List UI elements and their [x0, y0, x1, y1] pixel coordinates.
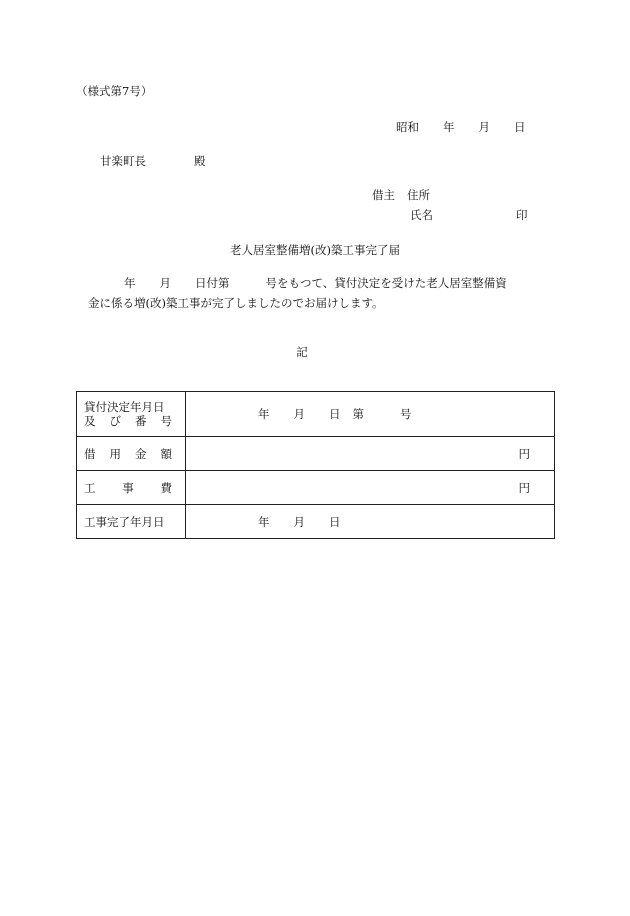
- label-char: 号: [160, 414, 172, 428]
- construction-cost-label: [77, 471, 186, 505]
- loan-amount-value[interactable]: [186, 437, 555, 471]
- table-row: [77, 392, 555, 437]
- table-row: [77, 437, 555, 471]
- body-line-2: 金に係る増(改)築工事が完了しましたのでお届けします。: [88, 296, 384, 310]
- borrower-name-line: [410, 208, 526, 222]
- label-char: 工: [84, 480, 96, 495]
- addressee-honorific: 殿: [194, 154, 206, 168]
- date-year-label: 年: [443, 120, 455, 134]
- details-table: [76, 391, 555, 539]
- label-char: 用: [109, 446, 121, 461]
- body-day-ref: 日付第: [195, 276, 230, 290]
- label-char: 額: [160, 446, 172, 461]
- value-no-prefix: 第: [352, 407, 364, 421]
- body-line1-rest: 号をもつて、貸付決定を受けた老人居室整備資: [265, 276, 507, 290]
- borrower-seal-label: 印: [516, 208, 528, 222]
- loan-decision-date: [258, 407, 412, 421]
- value-year: 年: [258, 514, 270, 529]
- form-number: （様式第7号）: [76, 84, 153, 98]
- completion-date-value[interactable]: [186, 505, 555, 539]
- date-era: 昭和: [396, 120, 419, 134]
- loan-amount-label-chars: [84, 447, 172, 461]
- submission-date: [396, 120, 526, 134]
- body-month: 月: [159, 276, 171, 290]
- construction-cost-label-chars: [84, 481, 172, 495]
- loan-decision-label: [77, 392, 186, 437]
- label-char: 借: [84, 446, 96, 461]
- loan-amount-label: [77, 437, 186, 471]
- body-year: 年: [124, 276, 136, 290]
- completion-date: [258, 515, 341, 529]
- label-char: 事: [122, 480, 134, 495]
- date-month-label: 月: [478, 120, 490, 134]
- value-year: 年: [258, 407, 270, 421]
- borrower-name-label: 氏名: [410, 208, 433, 222]
- loan-decision-value[interactable]: [186, 392, 555, 437]
- label-char: 及: [84, 414, 96, 428]
- borrower-address-label: 住所: [407, 188, 430, 202]
- loan-amount-unit: 円: [518, 446, 530, 461]
- date-day-label: 日: [514, 120, 526, 134]
- addressee: [100, 154, 206, 168]
- addressee-title: 甘楽町長: [100, 154, 146, 168]
- construction-cost-value[interactable]: [186, 471, 555, 505]
- label-char: 費: [160, 480, 172, 495]
- label-char: び: [109, 414, 121, 428]
- completion-date-label: 工事完了年月日: [77, 505, 186, 539]
- loan-decision-label-line1: 貸付決定年月日: [84, 400, 165, 414]
- record-heading: 記: [296, 345, 308, 359]
- label-char: 番: [135, 414, 147, 428]
- document-title: 老人居室整備増(改)築工事完了届: [230, 243, 400, 257]
- value-no-suffix: 号: [400, 407, 412, 421]
- value-day: 日: [329, 514, 341, 529]
- value-month: 月: [293, 407, 305, 421]
- table-row: [77, 471, 555, 505]
- table-row: [77, 505, 555, 539]
- borrower-label: 借主: [372, 188, 395, 202]
- body-line-1: [124, 276, 507, 290]
- loan-decision-label-line2: [84, 414, 172, 428]
- construction-cost-unit: 円: [518, 480, 530, 495]
- label-char: 金: [135, 446, 147, 461]
- value-month: 月: [293, 514, 305, 529]
- borrower-address-line: [372, 188, 430, 202]
- value-day: 日: [329, 407, 341, 421]
